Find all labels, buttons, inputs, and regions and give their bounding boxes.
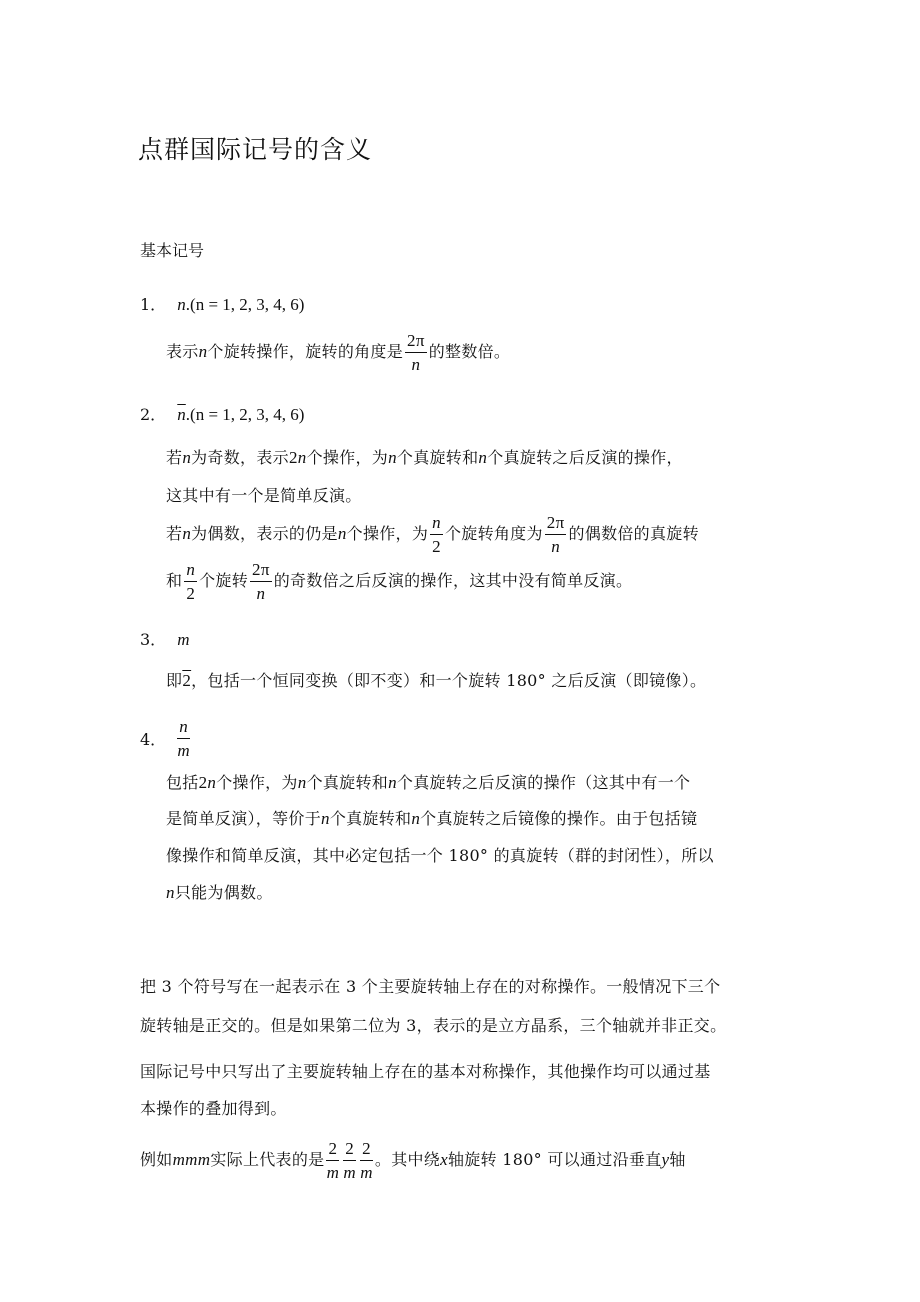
item-1-heading <box>140 292 304 315</box>
item-4-line4: n只能为偶数。 <box>166 883 273 902</box>
item-values: .(n = 1, 2, 3, 4, 6) <box>185 405 305 424</box>
section-heading: 基本记号 <box>140 241 205 260</box>
item-values: .(n = 1, 2, 3, 4, 6) <box>185 295 305 314</box>
item-4-line1: 包括2n个操作，为n个真旋转和n个真旋转之后反演的操作（这其中有一个 <box>166 773 691 792</box>
fraction: $\frac{2}{m}$ <box>326 1139 340 1182</box>
fraction: $\frac{n}{2}$ <box>186 560 196 603</box>
item-2-heading <box>140 402 304 425</box>
item-symbol: n <box>177 295 186 314</box>
item-symbol: m <box>177 630 190 649</box>
fraction: $\frac{2\pi}{n}$ <box>546 513 565 556</box>
page-title: 点群国际记号的含义 <box>138 135 373 164</box>
item-3-description: 即2，包括一个恒同变换（即不变）和一个旋转 180° 之后反演（即镜像）。 <box>166 671 707 690</box>
item-2-para2-line2: 和 $\frac{n}{2}$ 个旋转 $\frac{2\pi}{n}$ 的奇数倍之后反演的操作，这其中没有简单反演。 <box>166 560 633 603</box>
fraction: $\frac{2\pi}{n}$ <box>252 560 270 603</box>
paragraph-2-line2: 本操作的叠加得到。 <box>140 1099 287 1118</box>
item-3-heading <box>140 627 190 650</box>
fraction: $\frac{2}{m}$ <box>360 1139 373 1182</box>
paragraph-3: 例如mmm实际上代表的是 $\frac{2}{m}$ $\frac{2}{m}$ $\frac{2}{m}$ 。其中绕x轴旋转 180° 可以通过沿垂直y轴 <box>140 1139 686 1182</box>
item-number: 3． <box>140 630 167 649</box>
item-1-description: 表示n个旋转操作，旋转的角度是 $\frac{2\pi}{n}$ 的整数倍。 <box>166 331 511 374</box>
item-number: 4． <box>140 730 167 749</box>
item-symbol: $\overline{n}$ <box>177 405 186 424</box>
item-number: 2． <box>140 405 167 424</box>
fraction: $\frac{2}{m}$ <box>343 1139 356 1182</box>
paragraph-1-line2: 旋转轴是正交的。但是如果第二位为 3，表示的是立方晶系，三个轴就并非正交。 <box>140 1016 727 1035</box>
item-4-line2: 是简单反演），等价于n个真旋转和n个真旋转之后镜像的操作。由于包括镜 <box>166 809 698 828</box>
item-2-para1-line2: 这其中有一个是简单反演。 <box>166 486 362 505</box>
item-number: 1． <box>140 295 167 314</box>
fraction: $\frac{2\pi}{n}$ <box>407 331 425 374</box>
paragraph-1-line1: 把 3 个符号写在一起表示在 3 个主要旋转轴上存在的对称操作。一般情况下三个 <box>140 977 721 996</box>
item-2-para2-line1: 若n为偶数，表示的仍是n个操作，为 $\frac{n}{2}$ 个旋转角度为 $\frac{2\pi}{n}$ 的偶数倍的真旋转 <box>166 513 699 556</box>
fraction: $\frac{n}{2}$ <box>432 513 441 556</box>
item-4-heading <box>140 718 192 759</box>
item-4-line3: 像操作和简单反演，其中必定包括一个 180° 的真旋转（群的封闭性），所以 <box>166 846 714 865</box>
item-2-para1-line1: 若n为奇数，表示2n个操作，为n个真旋转和n个真旋转之后反演的操作， <box>166 448 683 467</box>
fraction: $\frac{n}{m}$ <box>177 717 190 760</box>
paragraph-2-line1: 国际记号中只写出了主要旋转轴上存在的基本对称操作，其他操作均可以通过基 <box>140 1062 711 1081</box>
